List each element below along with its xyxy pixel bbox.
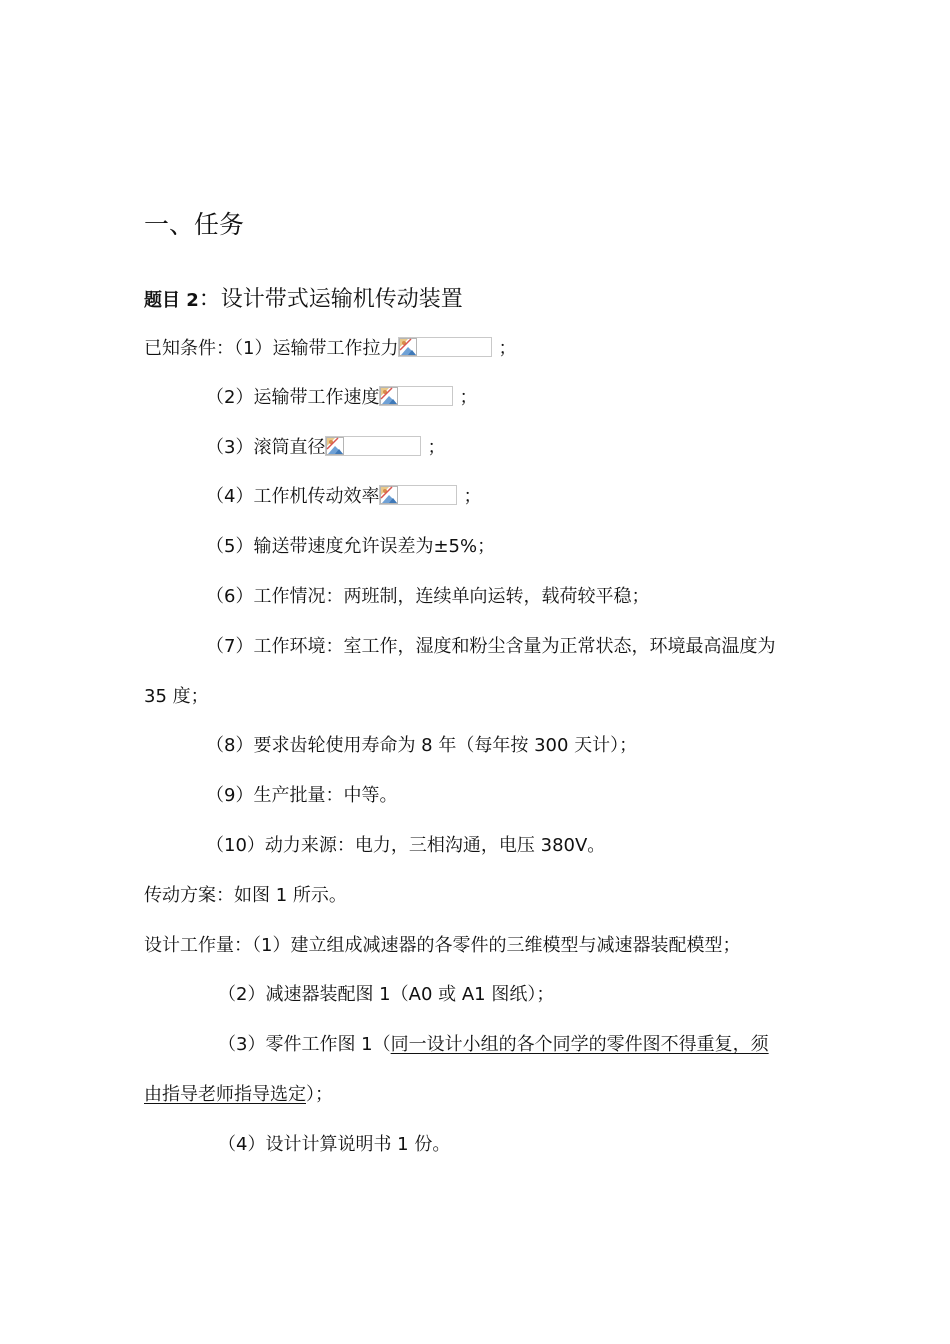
workload-2: （2）减速器装配图 1（A0 或 A1 图纸）； (218, 984, 555, 1005)
workload-3-prefix: （3）零件工作图 1（ (218, 1034, 391, 1055)
condition-1 (144, 337, 516, 361)
condition-7: （7）工作环境：室工作，湿度和粉尘含量为正常状态，环境最高温度为 (206, 636, 776, 657)
condition-2-text: （2）运输带工作速度 (206, 387, 380, 408)
condition-4-text: （4）工作机传动效率 (206, 486, 380, 507)
section-heading: 一、任务 (144, 210, 245, 239)
formula-image (379, 386, 453, 406)
semicolon: ； (463, 486, 482, 507)
semicolon: ； (498, 338, 517, 359)
condition-4 (206, 485, 481, 509)
formula-image (379, 485, 457, 505)
condition-1-text: 已知条件：（1）运输带工作拉力 (144, 338, 399, 359)
transmission-scheme: 传动方案：如图 1 所示。 (144, 885, 347, 906)
broken-image-icon (380, 486, 398, 504)
broken-image-icon (399, 338, 417, 356)
workload-4: （4）设计计算说明书 1 份。 (218, 1134, 451, 1155)
workload-3-underlined-continued: 由指导老师指导选定 (144, 1084, 306, 1105)
condition-3-text: （3）滚筒直径 (206, 437, 326, 458)
condition-6: （6）工作情况：两班制，连续单向运转，载荷较平稳； (206, 586, 650, 607)
condition-9: （9）生产批量：中等。 (206, 785, 398, 806)
workload-3-suffix: ）； (306, 1084, 333, 1105)
topic-text: ：设计带式运输机传动装置 (198, 287, 463, 312)
workload-3 (218, 1033, 769, 1057)
formula-image (325, 436, 421, 456)
semicolon: ； (459, 387, 478, 408)
condition-5: （5）输送带速度允许误差为±5%； (206, 536, 496, 557)
condition-3 (206, 436, 445, 460)
workload-3-continued (144, 1083, 333, 1107)
condition-10: （10）动力来源：电力，三相沟通，电压 380V。 (206, 835, 606, 856)
broken-image-icon (380, 387, 398, 405)
condition-7-continued: 35 度； (144, 686, 209, 707)
broken-image-icon (326, 437, 344, 455)
formula-image (398, 337, 492, 357)
condition-8: （8）要求齿轮使用寿命为 8 年（每年按 300 天计）； (206, 735, 638, 756)
topic-title (144, 286, 463, 314)
workload-3-underlined: 同一设计小组的各个同学的零件图不得重复，须 (390, 1034, 769, 1055)
workload-1: 设计工作量：（1）建立组成减速器的各零件的三维模型与减速器装配模型； (144, 935, 741, 956)
semicolon: ； (427, 437, 446, 458)
condition-2 (206, 386, 477, 410)
topic-label: 题目 2 (144, 290, 199, 311)
